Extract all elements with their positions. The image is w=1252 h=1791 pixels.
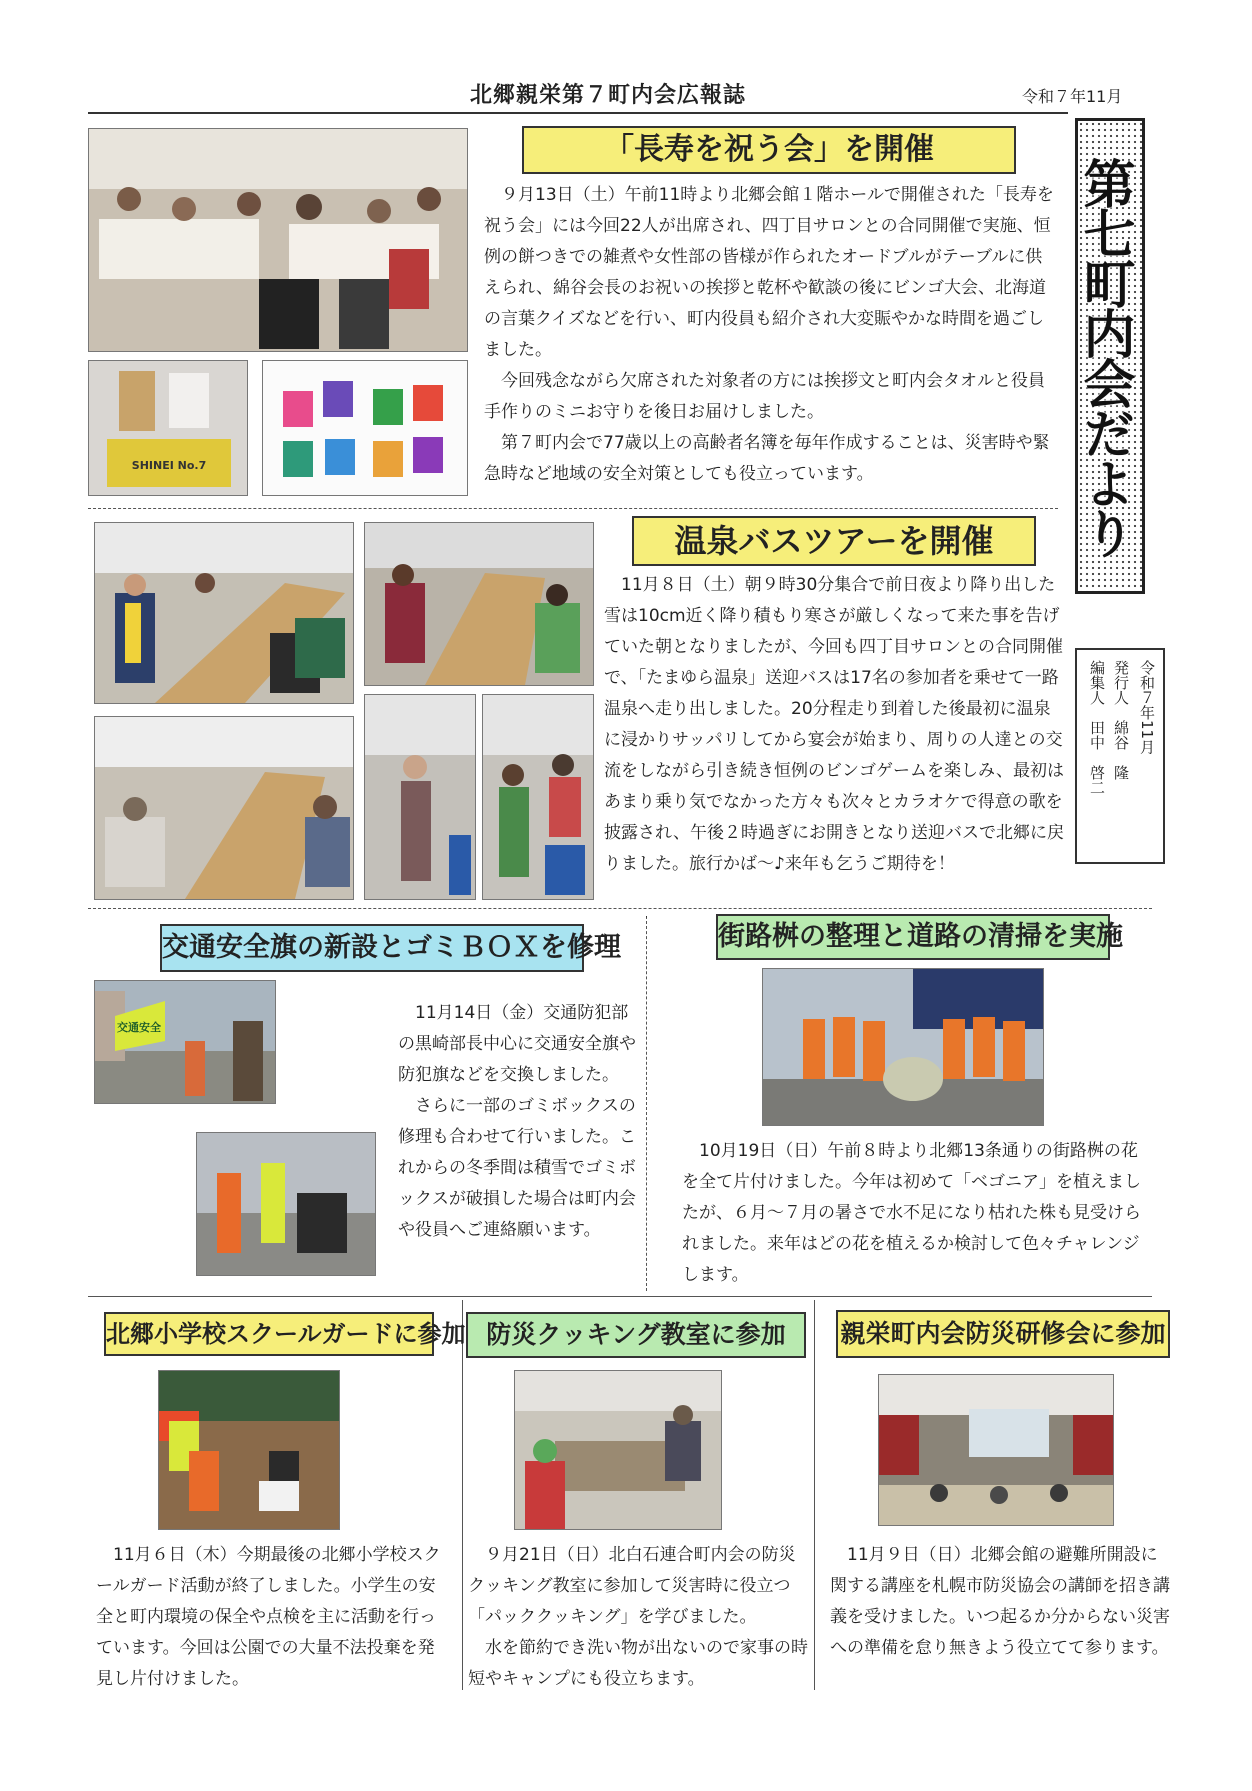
street-heading: 街路桝の整理と道路の清掃を実施	[716, 914, 1110, 960]
column-divider-3	[814, 1300, 815, 1690]
longevity-party-photo	[88, 128, 468, 352]
section-divider-2	[88, 908, 1152, 909]
street-paragraph: 10月19日（日）午前８時より北郷13条通りの街路桝の花を全て片付けました。今年は初めて「ベゴニア」を植えましたが、６月～７月の暑さで水不足になり枯れた株も見受けられました。来年はどの花を植えるか検討して色々チャレンジします。	[682, 1141, 1141, 1285]
cooking-article	[468, 1540, 808, 1695]
omamori-charms-photo	[262, 360, 468, 496]
longevity-paragraph-1: ９月13日（土）午前11時より北郷会館１階ホールで開催された「長寿を祝う会」には今回22人が出席され、四丁目サロンとの合同開催で実施、恒例の餅つきでの雑煮や女性部の皆様が作られたオードブルがテーブルに供えられ、綿谷会長のお祝いの挨拶と乾杯や歓談の後にビンゴ大会、北海道の言葉クイズなどを行い、町内役員も紹介され大変賑やかな時間を過ごしました。	[484, 185, 1054, 360]
cooking-paragraph-2: 水を節約でき洗い物が出ないので家事の時短やキャンプにも役立ちます。	[468, 1638, 808, 1689]
cooking-paragraph-1: ９月21日（日）北白石連合町内会の防災クッキング教室に参加して災害時に役立つ「パッククッキング」を学びました。	[468, 1545, 796, 1627]
cooking-class-photo	[514, 1370, 722, 1530]
traffic-article	[398, 998, 640, 1246]
school-article	[96, 1540, 450, 1695]
longevity-paragraph-2: 今回残念ながら欠席された対象者の方には挨拶文と町内会タオルと役員手作りのミニお守りを後日お届けしました。	[484, 371, 1045, 422]
traffic-heading: 交通安全旗の新設とゴミＢＯＸを修理	[160, 924, 584, 972]
flag-text: 交通安全	[117, 1021, 161, 1034]
school-guard-photo	[158, 1370, 340, 1530]
seminar-paragraph: 11月９日（日）北郷会館の避難所開設に関する講座を札幌市防災協会の講師を招き講義を受けました。いつ起るか分からない災害への準備を怠り無きよう役立てて参ります。	[830, 1545, 1170, 1658]
newsletter-title: 北郷親栄第７町内会広報誌	[470, 83, 747, 108]
seminar-article	[830, 1540, 1170, 1664]
towel-gift-photo	[88, 360, 248, 496]
column-divider-1	[646, 916, 647, 1291]
seminar-heading: 親栄町内会防災研修会に参加	[836, 1310, 1170, 1358]
onsen-article	[604, 570, 1066, 880]
school-paragraph: 11月６日（木）今期最後の北郷小学校スクールガード活動が終了しました。小学生の安全と町内環境の保全や点検を主に活動を行っています。今回は公園での大量不法投棄を発見し片付けました。	[96, 1545, 441, 1689]
masthead-title: 第七町内会だより	[1074, 157, 1135, 557]
towel-label: SHINEI No.7	[131, 459, 207, 472]
karaoke-photo-2	[482, 694, 594, 900]
street-cleaning-photo	[762, 968, 1044, 1126]
colophon-editor: 編集人 田中 啓二	[1088, 660, 1106, 795]
onsen-banquet-photo-3	[94, 716, 354, 900]
traffic-paragraph-1: 11月14日（金）交通防犯部の黒崎部長中心に交通安全旗や防犯旗などを交換しました。	[398, 1003, 636, 1085]
issue-date: 令和７年11月	[1022, 87, 1123, 106]
street-article	[682, 1136, 1150, 1291]
traffic-flag-photo	[94, 980, 276, 1104]
onsen-paragraph: 11月８日（土）朝９時30分集合で前日夜より降り出した雪は10cm近く降り積もり寒さが厳しくなって来た事を告げていた朝となりましたが、今回も四丁目サロンとの合同開催で、「たまゆら温泉」送迎バスは17名の参加者を乗せて一路温泉へ走り出しました。20分程走り到着した後最初に温泉に浸かりサッパリしてから宴会が始まり、周りの人達との交流をしながら引き続き恒例のビンゴゲームを楽しみ、最初はあまり乗り気でなかった方々も次々とカラオケで得意の歌を披露され、午後２時過ぎにお開きとなり送迎バスで北郷に戻りました。旅行かば～♪来年も乞うご期待を！	[604, 575, 1065, 874]
column-divider-2	[462, 1300, 463, 1690]
cooking-heading: 防災クッキング教室に参加	[466, 1312, 806, 1358]
colophon-date: 令和７年11月	[1138, 660, 1156, 755]
disaster-seminar-photo	[878, 1374, 1114, 1526]
colophon	[1075, 648, 1165, 864]
longevity-paragraph-3: 第７町内会で77歳以上の高齢者名簿を毎年作成することは、災害時や緊急時など地域の安全対策としても役立っています。	[484, 433, 1050, 484]
masthead-box	[1075, 118, 1145, 594]
section-divider-1	[88, 508, 1058, 509]
karaoke-photo-1	[364, 694, 476, 900]
section-divider-3	[88, 1296, 1152, 1297]
school-heading: 北郷小学校スクールガードに参加	[104, 1312, 434, 1356]
header-rule	[88, 112, 1068, 114]
longevity-article	[484, 180, 1059, 490]
onsen-banquet-photo-1	[94, 522, 354, 704]
onsen-heading: 温泉バスツアーを開催	[632, 516, 1036, 566]
traffic-paragraph-2: さらに一部のゴミボックスの修理も合わせて行いました。これからの冬季間は積雪でゴミボックスが破損した場合は町内会や役員へご連絡願います。	[398, 1096, 636, 1240]
colophon-publisher: 発行人 綿谷 隆	[1112, 660, 1130, 780]
longevity-heading: 「長寿を祝う会」を開催	[522, 126, 1016, 174]
onsen-banquet-photo-2	[364, 522, 594, 686]
garbage-box-photo	[196, 1132, 376, 1276]
